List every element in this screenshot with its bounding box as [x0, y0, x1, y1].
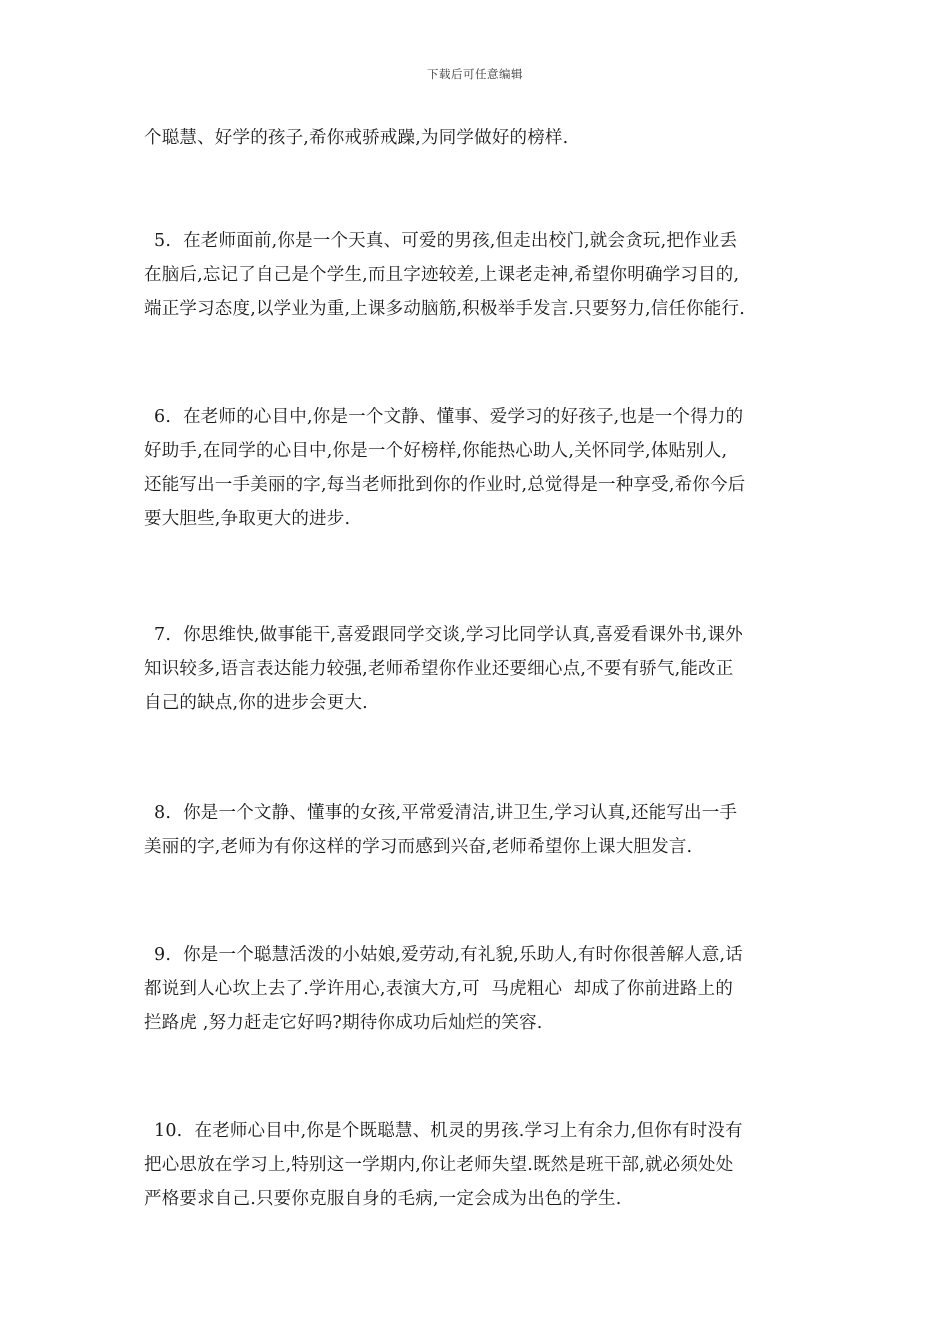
page-header: 下载后可任意编辑 — [427, 67, 523, 81]
paragraph-line-text: 在老师心目中,你是个既聪慧、机灵的男孩.学习上有余力,但你有时没有 — [194, 1121, 743, 1141]
comment-paragraph-9 — [144, 938, 814, 1040]
paragraph-line-text: 你是一个文静、懂事的女孩,平常爱清洁,讲卫生,学习认真,还能写出一手 — [183, 803, 738, 823]
paragraph-line — [144, 1114, 814, 1148]
paragraph-number: 8. — [154, 803, 172, 823]
paragraph-line: 知识较多,语言表达能力较强,老师希望你作业还要细心点,不要有骄气,能改正 — [144, 659, 734, 679]
comment-paragraph-6 — [144, 400, 814, 536]
paragraph-line — [144, 224, 814, 258]
paragraph-line: 自己的缺点,你的进步会更大. — [144, 693, 368, 713]
paragraph-line — [144, 400, 814, 434]
paragraph-line-text: 你是一个聪慧活泼的小姑娘,爱劳动,有礼貌,乐助人,有时你很善解人意,话 — [183, 945, 743, 965]
paragraph-line-text: 在老师面前,你是一个天真、可爱的男孩,但走出校门,就会贪玩,把作业丢 — [183, 231, 738, 251]
paragraph-line-text: 在老师的心目中,你是一个文静、懂事、爱学习的好孩子,也是一个得力的 — [183, 407, 744, 427]
paragraph-line: 都说到人心坎上去了.学许用心,表演大方,可 马虎粗心 却成了你前进路上的 — [144, 979, 734, 999]
paragraph-number: 5. — [154, 231, 172, 251]
paragraph-number: 7. — [154, 625, 172, 645]
paragraph-line: 拦路虎 ,努力赶走它好吗?期待你成功后灿烂的笑容. — [144, 1013, 543, 1033]
paragraph-line — [144, 796, 814, 830]
comment-paragraph-10 — [144, 1114, 814, 1216]
paragraph-line: 个聪慧、好学的孩子,希你戒骄戒躁,为同学做好的榜样. — [144, 128, 569, 148]
paragraph-line: 在脑后,忘记了自己是个学生,而且字迹较差,上课老走神,希望你明确学习目的, — [144, 265, 740, 285]
comment-paragraph-continued — [144, 121, 814, 155]
paragraph-number: 9. — [154, 945, 172, 965]
paragraph-line: 美丽的字,老师为有你这样的学习而感到兴奋,老师希望你上课大胆发言. — [144, 837, 693, 857]
paragraph-line — [144, 618, 814, 652]
paragraph-number: 10. — [154, 1121, 183, 1141]
paragraph-line: 好助手,在同学的心目中,你是一个好榜样,你能热心助人,关怀同学,体贴别人, — [144, 441, 728, 461]
paragraph-number: 6. — [154, 407, 172, 427]
paragraph-line-text: 你思维快,做事能干,喜爱跟同学交谈,学习比同学认真,喜爱看课外书,课外 — [183, 625, 743, 645]
paragraph-line: 严格要求自己.只要你克服自身的毛病,一定会成为出色的学生. — [144, 1189, 622, 1209]
comment-paragraph-7 — [144, 618, 814, 720]
comment-paragraph-8 — [144, 796, 814, 864]
comment-paragraph-5 — [144, 224, 814, 326]
paragraph-line: 要大胆些,争取更大的进步. — [144, 509, 351, 529]
paragraph-line: 端正学习态度,以学业为重,上课多动脑筋,积极举手发言.只要努力,信任你能行. — [144, 299, 745, 319]
paragraph-line — [144, 938, 814, 972]
paragraph-line: 把心思放在学习上,特别这一学期内,你让老师失望.既然是班干部,就必须处处 — [144, 1155, 734, 1175]
paragraph-line: 还能写出一手美丽的字,每当老师批到你的作业时,总觉得是一种享受,希你今后 — [144, 475, 746, 495]
